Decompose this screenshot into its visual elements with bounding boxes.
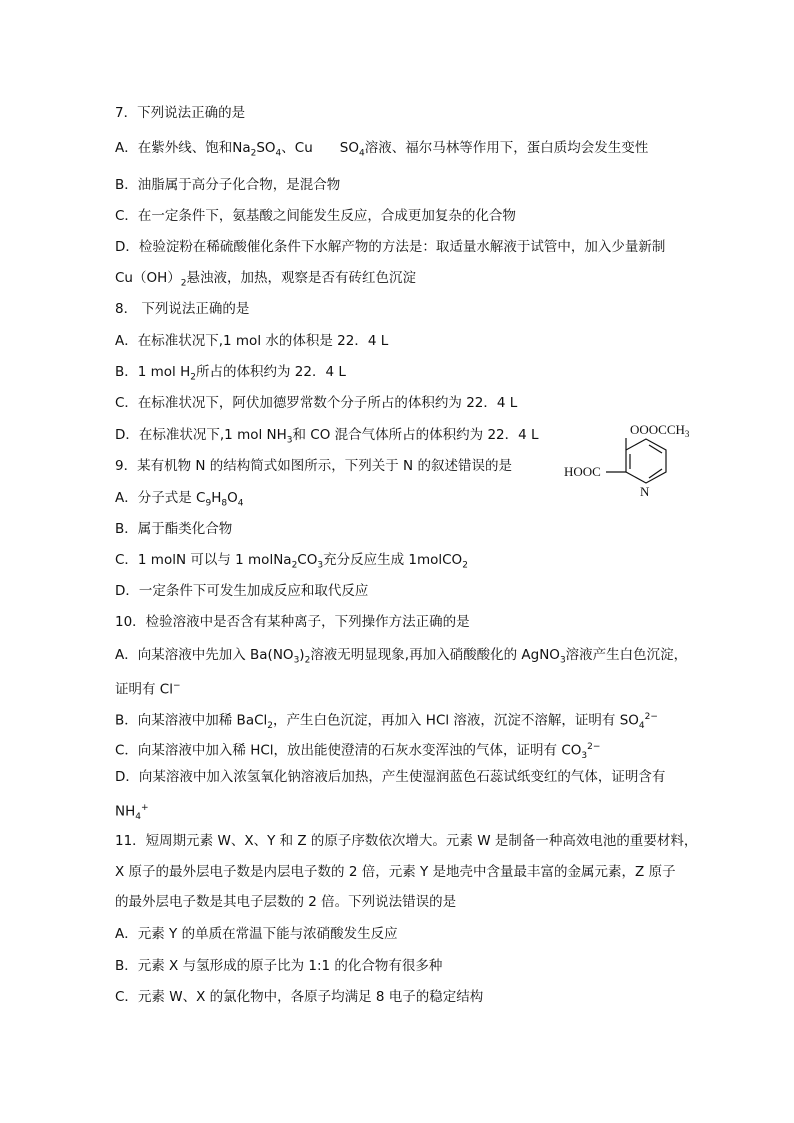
q11-stem-line3: 的最外层电子数是其电子层数的 2 倍。下列说法错误的是: [115, 894, 457, 910]
q7-option-a: A．在紫外线、饱和$Na_2SO_4$、Cu $SO_4$溶液、福尔马林等作用下，蛋白质均会发生变性: [115, 140, 649, 159]
q8-option-c: C．在标准状况下，阿伏加德罗常数个分子所占的体积约为 22．4 L: [115, 395, 518, 411]
pyridine-ring: [606, 438, 666, 483]
q10-option-a-line2: 证明有 Cl−: [115, 681, 181, 698]
q8-option-d: D．在标准状况下,1 mol $NH_3$和 CO 混合气体所占的体积约为 22．4 L: [115, 427, 539, 446]
q10-option-c: C．向某溶液中加入稀 HCl，放出能使澄清的石灰水变浑浊的气体，证明有 $CO_3^{2-}$: [115, 742, 601, 762]
structure-left-group: HOOC: [564, 464, 601, 479]
q7-option-b: B．油脂属于高分子化合物，是混合物: [115, 177, 341, 193]
q8-option-a: A．在标准状况下,1 mol 水的体积是 22．4 L: [115, 333, 389, 349]
q10-option-d-line1: D．向某溶液中加入浓氢氧化钠溶液后加热，产生使湿润蓝色石蕊试纸变红的气体，证明含有: [115, 769, 666, 785]
q7-option-d-line2: $Cu(OH)_2$悬浊液，加热，观察是否有砖红色沉淀: [115, 270, 416, 289]
q9-stem: 9．某有机物 N 的结构简式如图所示，下列关于 N 的叙述错误的是: [115, 458, 512, 474]
q11-option-b: B．元素 X 与氢形成的原子比为 1:1 的化合物有很多种: [115, 958, 443, 974]
q7-option-d-line1: D．检验淀粉在稀硫酸催化条件下水解产物的方法是：取适量水解液于试管中，加入少量新制: [115, 239, 666, 255]
structure-top-group: $OOOCCH_3$: [630, 422, 690, 439]
q10-stem: 10．检验溶液中是否含有某种离子，下列操作方法正确的是: [115, 614, 470, 630]
q9-option-a: A．分子式是 $C_9H_8O_4$: [115, 490, 244, 509]
structure-n-atom: N: [640, 484, 650, 499]
structural-formula: [560, 420, 700, 500]
q11-stem-line1: 11．短周期元素 W、X、Y 和 Z 的原子序数依次增大。元素 W 是制备一种高效电池的重要材料，: [115, 833, 698, 849]
q8-stem: 8． 下列说法正确的是: [115, 301, 250, 317]
q9-option-b: B．属于酯类化合物: [115, 521, 233, 537]
q10-option-b: B．向某溶液中加稀 BaCl$_2$，产生白色沉淀，再加入 HCl 溶液，沉淀不溶解，证明有 $SO_4^{2-}$: [115, 712, 658, 732]
q7-stem: 7．下列说法正确的是: [115, 105, 246, 121]
q11-option-c: C．元素 W、X 的氯化物中，各原子均满足 8 电子的稳定结构: [115, 989, 484, 1005]
q9-option-d: D．一定条件下可发生加成反应和取代反应: [115, 583, 369, 599]
q8-option-b: B．1 mol $H_2$所占的体积约为 22．4 L: [115, 364, 346, 383]
q10-option-a-line1: A．向某溶液中先加入 $Ba(NO_3)_2$溶液无明显现象,再加入硝酸酸化的 AgNO$_3$溶液产生白色沉淀，: [115, 647, 688, 666]
q9-option-c: C．1 molN 可以与 1 $molNa_2CO_3$充分反应生成 1molCO$_2$: [115, 552, 468, 571]
q11-stem-line2: X 原子的最外层电子数是内层电子数的 2 倍，元素 Y 是地壳中含量最丰富的金属元素，Z 原子: [115, 864, 676, 880]
q10-option-d-line2: $NH_4^+$: [115, 803, 149, 823]
q7-option-c: C．在一定条件下，氨基酸之间能发生反应，合成更加复杂的化合物: [115, 208, 516, 224]
q11-option-a: A．元素 Y 的单质在常温下能与浓硝酸发生反应: [115, 926, 398, 942]
